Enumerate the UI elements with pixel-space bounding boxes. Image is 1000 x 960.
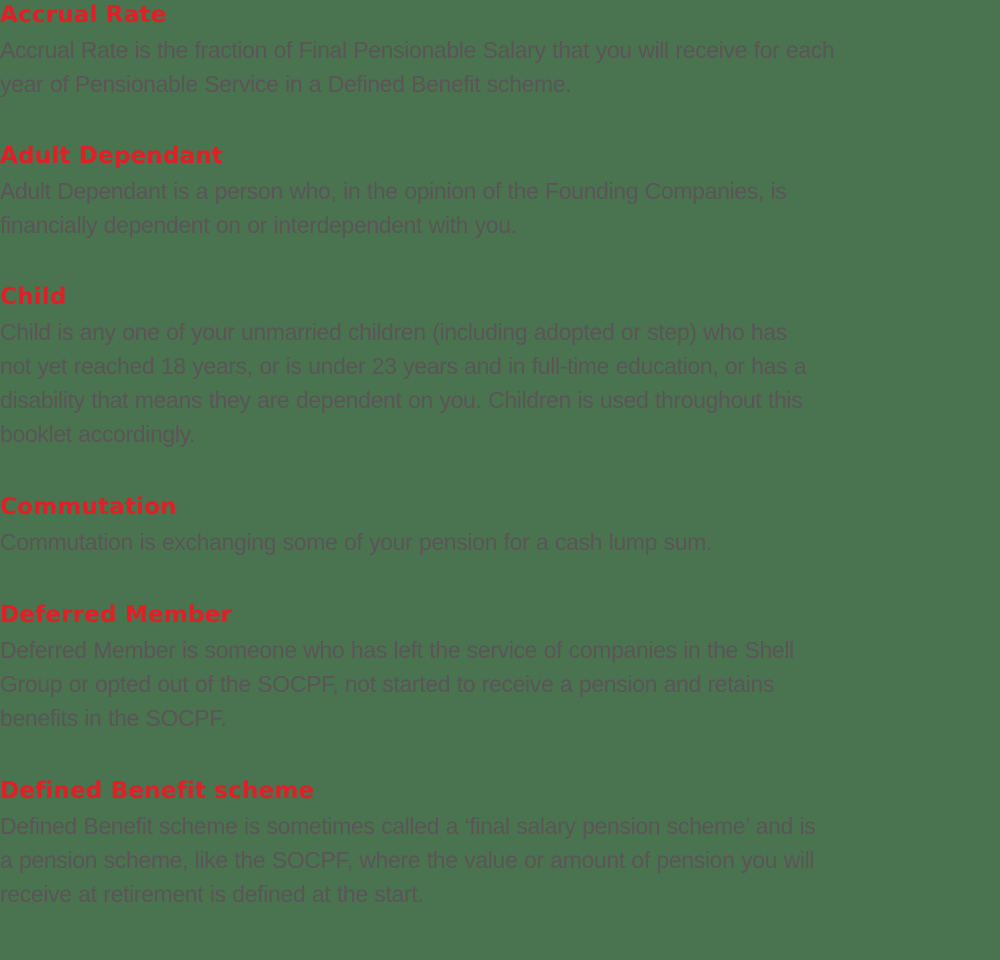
glossary-entry-commutation (0, 492, 990, 559)
glossary-entry-child (0, 282, 990, 451)
definition-line: Adult Dependant is a person who, in the opinion of the Founding Companies, is (0, 178, 787, 204)
term-heading: Deferred Member (0, 602, 232, 628)
glossary-entry-deferred-member (0, 600, 990, 735)
term-definition (0, 525, 990, 559)
glossary-entry-defined-benefit-scheme (0, 776, 990, 911)
definition-line: Child is any one of your unmarried children (including adopted or step) who has (0, 319, 787, 345)
definition-line: Deferred Member is someone who has left the service of companies in the Shell (0, 637, 794, 663)
definition-line: Defined Benefit scheme is sometimes called a ‘final salary pension scheme’ and is (0, 813, 816, 839)
term-heading: Accrual Rate (0, 2, 167, 28)
term-heading: Child (0, 284, 67, 310)
term-definition (0, 809, 990, 911)
definition-line: Group or opted out of the SOCPF, not started to receive a pension and retains (0, 671, 775, 697)
term-definition (0, 174, 990, 242)
definition-line: booklet accordingly. (0, 421, 196, 447)
definition-line: not yet reached 18 years, or is under 23 years and in full-time education, or has a (0, 353, 807, 379)
term-definition (0, 315, 990, 451)
definition-line: benefits in the SOCPF. (0, 705, 227, 731)
definition-line: Commutation is exchanging some of your pension for a cash lump sum. (0, 529, 713, 555)
term-definition (0, 33, 990, 101)
definition-line: year of Pensionable Service in a Defined Benefit scheme. (0, 71, 572, 97)
definition-line: financially dependent on or interdependent with you. (0, 212, 517, 238)
glossary-entry-accrual-rate (0, 0, 990, 101)
term-heading: Adult Dependant (0, 143, 224, 169)
term-heading: Defined Benefit scheme (0, 778, 315, 804)
definition-line: Accrual Rate is the fraction of Final Pensionable Salary that you will receive for each (0, 37, 835, 63)
glossary-entry-adult-dependant (0, 141, 990, 242)
term-heading: Commutation (0, 494, 177, 520)
term-definition (0, 633, 990, 735)
definition-line: a pension scheme, like the SOCPF, where the value or amount of pension you will (0, 847, 815, 873)
definition-line: disability that means they are dependent on you. Children is used throughout this (0, 387, 803, 413)
definition-line: receive at retirement is defined at the start. (0, 881, 424, 907)
